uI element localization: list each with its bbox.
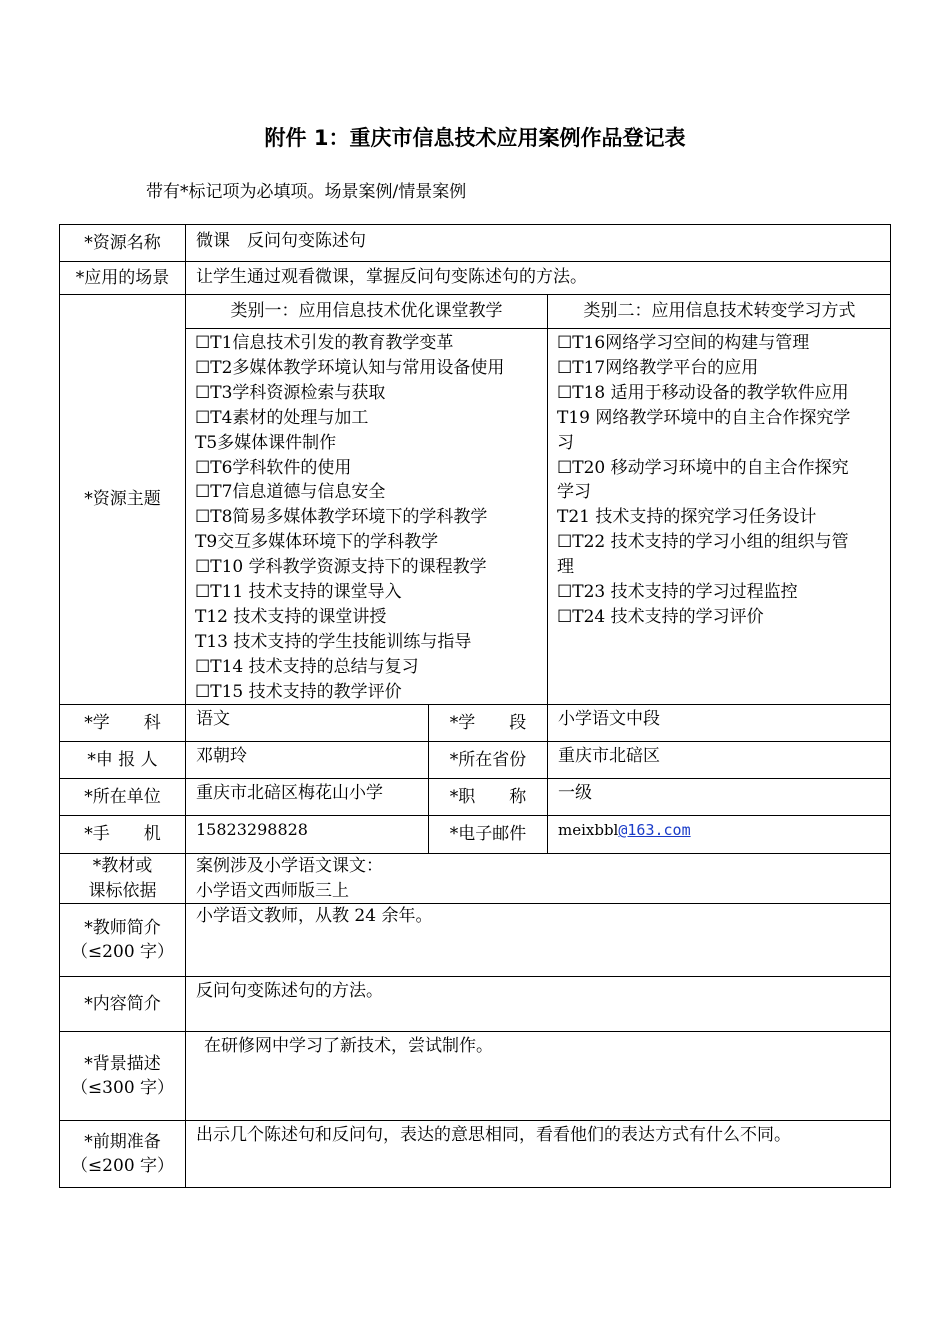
email-link[interactable]: @163.com: [618, 821, 691, 839]
teacher-intro-label-line2: （≤200 字）: [70, 942, 175, 962]
option-t20[interactable]: ☐T20 移动学习环境中的自主合作探究: [557, 457, 849, 478]
scenario-label: [59, 261, 185, 294]
textbook-label-line1: *教材或: [92, 856, 153, 876]
option-t8[interactable]: ☐T8简易多媒体教学环境下的学科教学: [195, 507, 488, 528]
teacher-intro-value: 小学语文教师，从教 24 余年。: [196, 906, 433, 926]
option-t23[interactable]: ☐T23 技术支持的学习过程监控: [557, 582, 798, 603]
option-t18[interactable]: ☐T18 适用于移动设备的教学软件应用: [557, 382, 849, 403]
unit-label: [59, 778, 185, 815]
province-label-text: *所在省份: [449, 749, 527, 770]
category1-options: [185, 328, 547, 704]
stage-label-text: *学 段: [449, 712, 527, 733]
email-label-text: *电子邮件: [449, 824, 527, 845]
content-intro-value: 反问句变陈述句的方法。: [196, 981, 383, 1001]
preparation-label: [59, 1120, 185, 1187]
scenario-label-text: *应用的场景: [75, 267, 170, 288]
option-t19[interactable]: T19 网络教学环境中的自主合作探究学: [557, 407, 851, 428]
title-rank-label-text: *职 称: [449, 786, 527, 807]
stage-value: 小学语文中段: [558, 709, 660, 729]
unit-field[interactable]: [185, 778, 428, 815]
subject-label: [59, 704, 185, 741]
subject-label-text: *学 科: [84, 712, 161, 733]
category1-heading-text: 类别一：应用信息技术优化课堂教学: [230, 301, 503, 322]
resource-name-label-text: *资源名称: [84, 232, 161, 253]
phone-value: 15823298828: [196, 820, 308, 839]
category2-heading-text: 类别二：应用信息技术转变学习方式: [583, 301, 856, 322]
textbook-field[interactable]: [185, 853, 891, 903]
scenario-value: 让学生通过观看微课，掌握反问句变陈述句的方法。: [196, 267, 587, 287]
option-t9[interactable]: T9交互多媒体环境下的学科教学: [195, 532, 439, 553]
option-t4[interactable]: ☐T4素材的处理与加工: [195, 407, 369, 428]
scenario-field[interactable]: [185, 261, 891, 294]
table-border-bottom: [59, 1187, 891, 1188]
table-border-right: [890, 224, 891, 1188]
option-t19-cont: 习: [557, 432, 574, 453]
option-t6[interactable]: ☐T6学科软件的使用: [195, 457, 352, 478]
province-label: [428, 741, 547, 778]
option-t5[interactable]: T5多媒体课件制作: [195, 432, 337, 453]
background-label: [59, 1031, 185, 1120]
email-user: meixbbl: [558, 821, 619, 839]
background-field[interactable]: [185, 1031, 891, 1120]
subject-value: 语文: [196, 709, 230, 729]
subject-field[interactable]: [185, 704, 428, 741]
background-label-line1: *背景描述: [84, 1053, 161, 1074]
page-title: 附件 1：重庆市信息技术应用案例作品登记表: [264, 126, 686, 150]
content-intro-label-text: *内容简介: [84, 993, 161, 1014]
option-t14[interactable]: ☐T14 技术支持的总结与复习: [195, 656, 419, 677]
background-label-line2: （≤300 字）: [70, 1078, 175, 1098]
phone-field[interactable]: [185, 815, 428, 853]
category2-heading: [547, 294, 891, 328]
preparation-label-line1: *前期准备: [84, 1131, 161, 1152]
option-t16[interactable]: ☐T16网络学习空间的构建与管理: [557, 333, 810, 353]
option-t20-cont: 学习: [557, 482, 591, 503]
teacher-intro-label-line1: *教师简介: [84, 917, 161, 938]
stage-label: [428, 704, 547, 741]
option-t2[interactable]: ☐T2多媒体教学环境认知与常用设备使用: [195, 357, 505, 378]
background-value: 在研修网中学习了新技术，尝试制作。: [204, 1036, 493, 1056]
preparation-field[interactable]: [185, 1120, 891, 1187]
option-t10[interactable]: ☐T10 学科教学资源支持下的课程教学: [195, 557, 487, 578]
unit-value: 重庆市北碚区梅花山小学: [196, 783, 383, 803]
option-t1[interactable]: ☐T1信息技术引发的教育教学变革: [195, 333, 454, 353]
teacher-intro-field[interactable]: [185, 903, 891, 976]
phone-label: [59, 815, 185, 853]
unit-label-text: *所在单位: [84, 786, 161, 807]
option-t24[interactable]: ☐T24 技术支持的学习评价: [557, 606, 764, 627]
preparation-value: 出示几个陈述句和反问句，表达的意思相同，看看他们的表达方式有什么不同。: [196, 1125, 791, 1145]
option-t22-cont: 理: [557, 557, 574, 578]
textbook-line1: 案例涉及小学语文课文：: [196, 856, 383, 876]
theme-label-text: *资源主题: [84, 489, 161, 510]
option-t13[interactable]: T13 技术支持的学生技能训练与指导: [195, 631, 472, 652]
option-t15[interactable]: ☐T15 技术支持的教学评价: [195, 681, 402, 702]
textbook-line2: 小学语文西师版三上: [196, 880, 349, 901]
preparation-label-line2: （≤200 字）: [70, 1156, 175, 1176]
option-t22[interactable]: ☐T22 技术支持的学习小组的组织与管: [557, 532, 849, 553]
option-t12[interactable]: T12 技术支持的课堂讲授: [195, 606, 387, 627]
content-intro-field[interactable]: [185, 976, 891, 1031]
category1-heading: [185, 294, 547, 328]
title-rank-value: 一级: [558, 783, 592, 803]
teacher-intro-label: [59, 903, 185, 976]
title-rank-field[interactable]: [547, 778, 891, 815]
textbook-label: [59, 853, 185, 903]
email-field[interactable]: [547, 815, 891, 853]
option-t17[interactable]: ☐T17网络教学平台的应用: [557, 357, 759, 378]
theme-label: [59, 294, 185, 704]
option-t7[interactable]: ☐T7信息道德与信息安全: [195, 482, 386, 503]
resource-name-field[interactable]: [185, 224, 891, 261]
province-field[interactable]: [547, 741, 891, 778]
textbook-label-line2: 课标依据: [88, 880, 157, 901]
option-t21[interactable]: T21 技术支持的探究学习任务设计: [557, 507, 817, 528]
applicant-label: [59, 741, 185, 778]
category2-options: [547, 328, 891, 704]
stage-field[interactable]: [547, 704, 891, 741]
applicant-field[interactable]: [185, 741, 428, 778]
content-intro-label: [59, 976, 185, 1031]
phone-label-text: *手 机: [84, 824, 161, 845]
applicant-value: 邓朝玲: [196, 746, 247, 766]
email-label: [428, 815, 547, 853]
applicant-label-text: *申 报 人: [87, 749, 158, 770]
province-value: 重庆市北碚区: [558, 746, 660, 766]
option-t11[interactable]: ☐T11 技术支持的课堂导入: [195, 582, 402, 603]
resource-name-value: 微课 反问句变陈述句: [196, 231, 366, 251]
option-t3[interactable]: ☐T3学科资源检索与获取: [195, 382, 386, 403]
resource-name-label: [59, 224, 185, 261]
title-rank-label: [428, 778, 547, 815]
required-note: 带有*标记项为必填项。场景案例/情景案例: [146, 182, 467, 202]
